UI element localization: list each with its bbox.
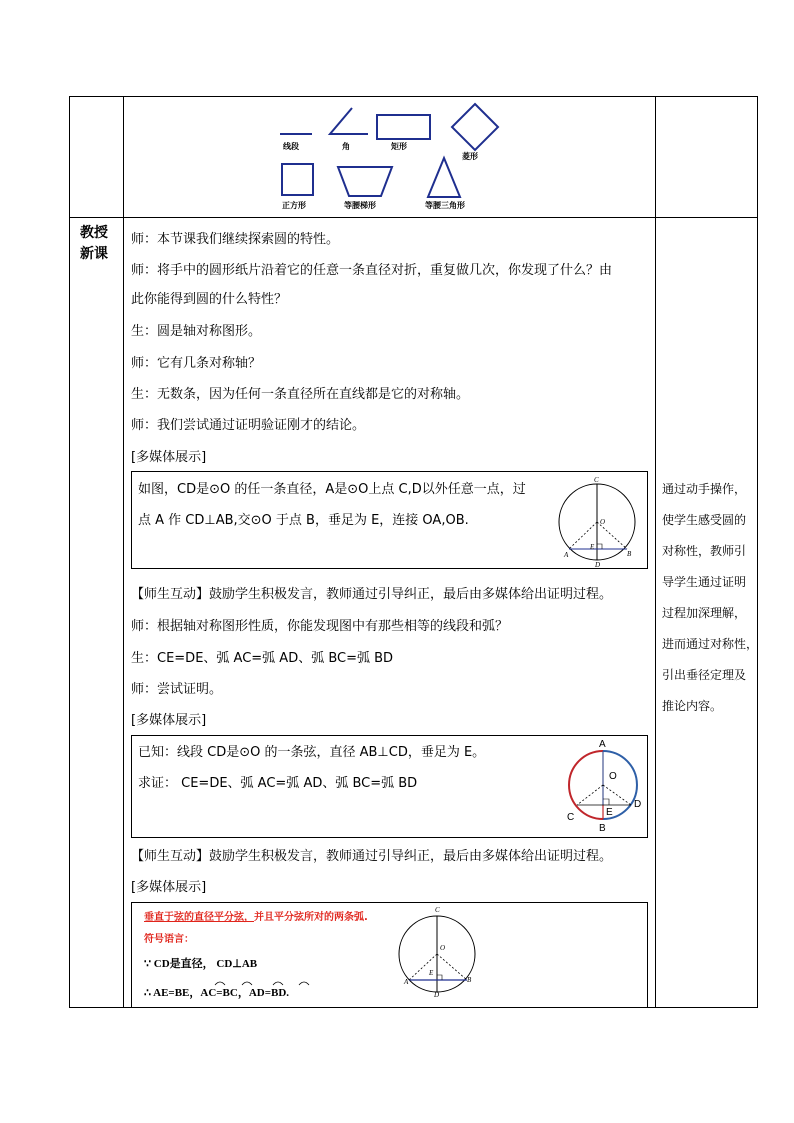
box3-circle-diagram: [395, 906, 485, 1006]
theorem-part-2: 并且平分弦所对的两条弧.: [254, 912, 368, 923]
paragraph: 生：无数条，因为任何一条直径所在直线都是它的对称轴。: [131, 387, 470, 402]
therefore-line: [144, 984, 289, 1000]
paragraph: 师：将手中的圆形纸片沿着它的任意一条直径对折，重复做几次，你发现了什么？由: [131, 263, 613, 278]
right-note: 进而通过对称性，: [662, 637, 759, 651]
trapezoid-shape: [338, 167, 392, 196]
box2-label-o: O: [609, 771, 617, 782]
paragraph: 师：我们尝试通过证明验证刚才的结论。: [131, 418, 366, 433]
therefore-ae-be: ∴ AE=BE，: [144, 987, 201, 999]
theorem-text: [144, 910, 368, 926]
box2-label-c: C: [567, 812, 575, 823]
box3-label-c: C: [435, 906, 440, 914]
right-note: 对称性，教师引: [662, 544, 747, 558]
theorem-part-1: 垂直于弦的直径平分弦，: [144, 912, 254, 923]
box2-line2: 求证： CE=DE、弧 AC=弧 AD、弧 BC=弧 BD: [138, 776, 418, 791]
box1-line1: 如图，CD是⊙O 的任一条直径，A是⊙O上点 C,D以外任意一点，过: [138, 482, 526, 497]
paragraph: 师：尝试证明。: [131, 682, 223, 697]
box2-label-d: D: [634, 799, 642, 810]
arc-ad: AD: [248, 987, 265, 999]
multimedia-label: [多媒体展示]: [131, 713, 207, 728]
symbol-language-label: 符号语言：: [144, 934, 194, 945]
box2-label-b: B: [599, 823, 606, 834]
paragraph: 生：圆是轴对称图形。: [131, 324, 262, 339]
label-segment: 线段: [283, 142, 299, 151]
label-rectangle: 矩形: [391, 142, 407, 151]
paragraph: 生：CE=DE、弧 AC=弧 AD、弧 BC=弧 BD: [131, 651, 394, 666]
box1-label-b: B: [627, 550, 632, 558]
box2-circle-diagram: [565, 745, 640, 825]
box1-line2: 点 A 作 CD⊥AB,交⊙O 于点 B，垂足为 E，连接 OA,OB.: [138, 513, 469, 528]
paragraph: 师：本节课我们继续探索圆的特性。: [131, 232, 340, 247]
table-right-border: [757, 96, 758, 1008]
arc-bd: BD: [271, 987, 287, 999]
table-col-divider-1: [123, 96, 124, 1008]
triangle-shape: [428, 158, 460, 197]
box1-label-c: C: [594, 476, 599, 484]
box3-label-e: E: [429, 969, 434, 977]
right-note: 过程加深理解，: [662, 606, 747, 620]
box1-label-d: D: [595, 561, 601, 569]
rectangle-shape: [377, 115, 430, 139]
label-angle: 角: [342, 142, 350, 151]
section-heading-line2: 新课: [80, 246, 108, 262]
table-col-divider-2: [655, 96, 656, 1008]
paragraph: 师：根据轴对称图形性质，你能发现图中有那些相等的线段和弧？: [131, 619, 509, 634]
box3-label-b: B: [467, 976, 472, 984]
right-note: 推论内容。: [662, 699, 723, 713]
box3-label-d: D: [434, 991, 440, 999]
label-square: 正方形: [282, 201, 306, 210]
square-shape: [282, 164, 313, 195]
right-note: 通过动手操作，: [662, 482, 747, 496]
paragraph: 此你能得到圆的什么特性？: [131, 292, 288, 307]
box3-label-a: A: [404, 978, 409, 986]
right-note: 引出垂径定理及: [662, 668, 747, 682]
arc-marks: [210, 978, 320, 986]
equals-sign: =: [264, 987, 271, 999]
because-line: ∵ CD是直径， CD⊥AB: [144, 958, 258, 970]
right-note: 导学生通过证明: [662, 575, 747, 589]
equals-sign: =: [216, 987, 223, 999]
box2-label-a: A: [599, 739, 606, 750]
label-rhombus: 菱形: [462, 152, 478, 161]
table-left-border: [69, 96, 70, 1008]
paragraph: 师：它有几条对称轴？: [131, 356, 262, 371]
box1-label-o: O: [600, 518, 606, 526]
period: .: [286, 987, 290, 999]
box2-line1: 已知：线段 CD是⊙O 的一条弦，直径 AB⊥CD，垂足为 E。: [138, 745, 486, 760]
section-heading-line1: 教授: [80, 225, 108, 241]
multimedia-label: [多媒体展示]: [131, 880, 207, 895]
box3-label-o: O: [440, 944, 446, 952]
box1-label-e: E: [590, 543, 595, 551]
multimedia-label: [多媒体展示]: [131, 450, 207, 465]
label-trapezoid: 等腰梯形: [344, 201, 376, 210]
separator: ，: [237, 987, 249, 999]
angle-shape: [330, 108, 368, 134]
box1-label-a: A: [564, 551, 569, 559]
paragraph: 【师生互动】鼓励学生积极发言，教师通过引导纠正，最后由多媒体给出证明过程。: [131, 587, 613, 602]
arc-bc: BC: [222, 987, 238, 999]
arc-ac: AC: [200, 987, 217, 999]
paragraph: 【师生互动】鼓励学生积极发言，教师通过引导纠正，最后由多媒体给出证明过程。: [131, 849, 613, 864]
rhombus-shape: [452, 104, 498, 150]
label-triangle: 等腰三角形: [425, 201, 465, 210]
right-note: 使学生感受圆的: [662, 513, 747, 527]
box2-label-e: E: [606, 807, 613, 818]
